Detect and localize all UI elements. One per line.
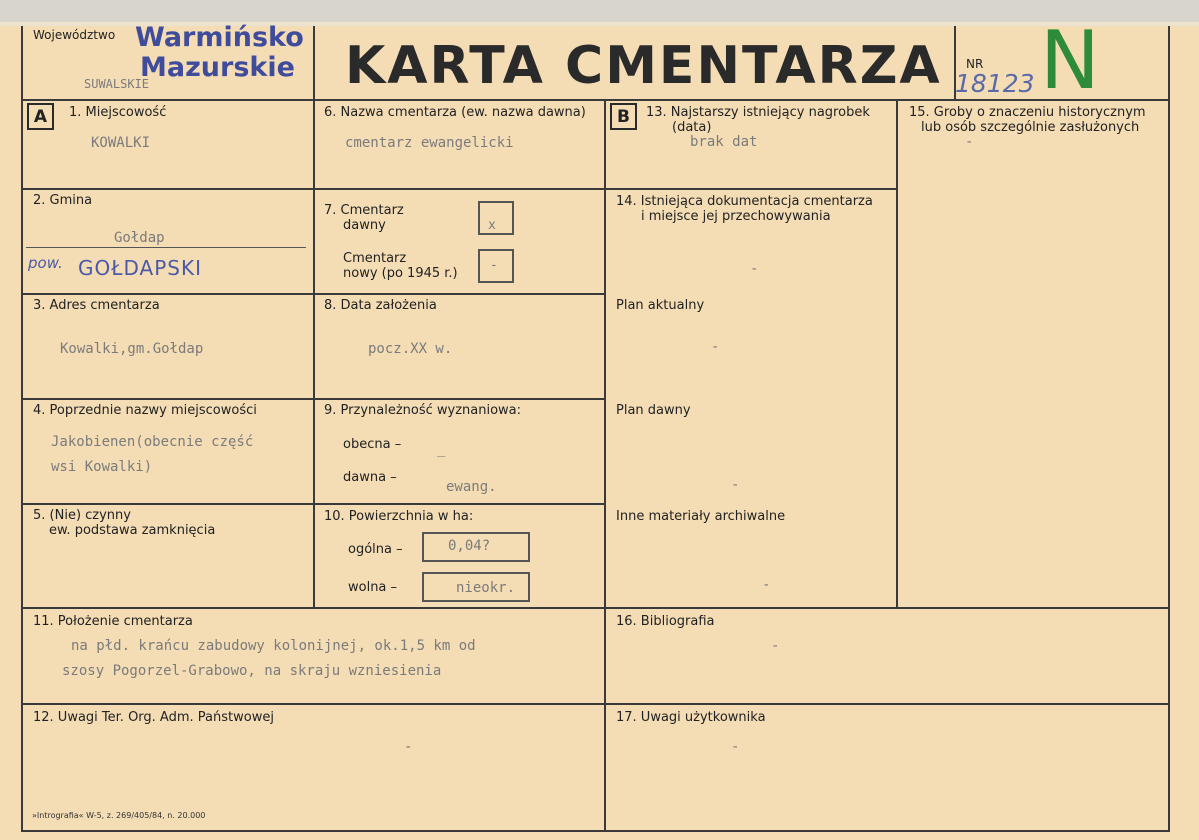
wolna-box: [422, 572, 530, 602]
field-3-label: 3. Adres cmentarza: [33, 298, 160, 313]
field-12-label: 12. Uwagi Ter. Org. Adm. Państwowej: [33, 710, 274, 725]
nr-label: NR: [966, 57, 984, 71]
nowy-mark: -: [490, 258, 498, 273]
powiat-value: GOŁDAPSKI: [78, 256, 202, 280]
typed-region: SUWALSKIE: [84, 77, 150, 91]
obecna-label: obecna –: [343, 437, 402, 452]
divider-b2: [313, 293, 605, 295]
dawny-label: dawny: [343, 218, 386, 233]
frame-bottom: [21, 830, 1170, 832]
field-14-label: 14. Istniejąca dokumentacja cmentarza: [616, 194, 873, 209]
ogolna-label: ogólna –: [348, 542, 403, 557]
field-14-sublabel: i miejsce jej przechowywania: [641, 209, 831, 224]
frame-left: [21, 26, 23, 832]
nr-handwritten: 18123: [955, 69, 1035, 98]
field-17-label: 17. Uwagi użytkownika: [616, 710, 766, 725]
dawny-checkbox: [478, 201, 514, 235]
field-9-label: 9. Przynależność wyznaniowa:: [324, 403, 522, 418]
divider-a4: [21, 503, 314, 505]
field-11-label: 11. Położenie cmentarza: [33, 614, 193, 629]
field-4-label: 4. Poprzednie nazwy miejscowości: [33, 403, 257, 418]
dawny-mark: x: [488, 218, 496, 233]
wolna-label: wolna –: [348, 580, 398, 595]
field-7-label: 7. Cmentarz: [324, 203, 404, 218]
divider-row12: [21, 703, 1170, 705]
nowy-checkbox: [478, 249, 514, 283]
field-8-value: pocz.XX w.: [368, 341, 453, 357]
nr-letter: N: [1040, 14, 1100, 107]
divider-b3: [313, 398, 605, 400]
frame-right: [1168, 26, 1170, 832]
plan-dawny-label: Plan dawny: [616, 403, 691, 418]
field-10-label: 10. Powierzchnia w ha:: [324, 509, 474, 524]
header-divider: [21, 99, 1170, 101]
field-3-value: Kowalki,gm.Gołdap: [60, 341, 204, 357]
col-divider-2: [604, 99, 606, 830]
print-footer: »Intrografia« W-5, z. 269/405/84, n. 20.000: [32, 811, 206, 820]
inne-materialy-label: Inne materiały archiwalne: [616, 509, 786, 524]
field-12-value: -: [404, 739, 413, 755]
field-4-value-line1: Jakobienen(obecnie część: [51, 434, 254, 450]
field-14-value: -: [750, 261, 759, 277]
field-13-value: brak dat: [690, 134, 758, 150]
section-b-box: B: [610, 103, 637, 130]
field-13-label: 13. Najstarszy istniejący nagrobek: [646, 105, 870, 120]
nowy-label-2: nowy (po 1945 r.): [343, 266, 458, 281]
field-1-value: KOWALKI: [91, 135, 151, 151]
powiat-prefix: pow.: [28, 254, 63, 272]
ogolna-value: 0,04?: [448, 538, 491, 554]
nowy-label-1: Cmentarz: [343, 251, 407, 266]
divider-row11: [21, 607, 1170, 609]
field-16-label: 16. Bibliografia: [616, 614, 715, 629]
field-2-label: 2. Gmina: [33, 193, 93, 208]
dawna-label: dawna –: [343, 470, 397, 485]
field-6-label: 6. Nazwa cmentarza (ew. nazwa dawna): [324, 105, 586, 120]
plan-dawny-value: -: [731, 477, 740, 493]
stamp-line1: Warmińsko: [135, 22, 304, 53]
section-a-box: A: [27, 103, 54, 130]
col-divider-3: [896, 99, 898, 608]
col-divider-1: [313, 26, 315, 608]
field-5-sublabel: ew. podstawa zamknięcia: [49, 523, 216, 538]
inne-materialy-value: -: [762, 577, 771, 593]
divider-b1: [313, 188, 605, 190]
divider-a2: [21, 293, 314, 295]
card-title: KARTA CMENTARZA: [345, 36, 942, 96]
divider-a1: [21, 188, 314, 190]
field-15-value: -: [965, 134, 974, 150]
field-6-value: cmentarz ewangelicki: [345, 135, 514, 151]
divider-a3: [21, 398, 314, 400]
divider-c1: [604, 188, 897, 190]
field-4-value-line2: wsi Kowalki): [51, 459, 153, 475]
field-16-value: -: [771, 638, 780, 654]
field-2-value: Gołdap: [114, 230, 165, 246]
wolna-value: nieokr.: [456, 580, 516, 596]
field-11-value-line2: szosy Pogorzel-Grabowo, na skraju wzniesienia: [62, 663, 442, 679]
field-11-value-line1: na płd. krańcu zabudowy kolonijnej, ok.1,5 km od: [71, 638, 476, 654]
field-17-value: -: [731, 739, 740, 755]
dawna-value: ewang.: [446, 479, 497, 495]
plan-aktualny-value: -: [711, 339, 720, 355]
ogolna-box: [422, 532, 530, 562]
field-8-label: 8. Data założenia: [324, 298, 437, 313]
wojewodztwo-label: Województwo: [33, 28, 116, 42]
field-1-label: 1. Miejscowość: [69, 105, 167, 120]
plan-aktualny-label: Plan aktualny: [616, 298, 705, 313]
obecna-value: _: [437, 441, 446, 457]
field-15-label: 15. Groby o znaczeniu historycznym: [909, 105, 1146, 120]
field-13-sublabel: (data): [672, 120, 712, 135]
divider-b4: [313, 503, 605, 505]
stamp-line2: Mazurskie: [140, 52, 295, 83]
field-5-label: 5. (Nie) czynny: [33, 508, 131, 523]
field-15-sublabel: lub osób szczególnie zasłużonych: [921, 120, 1140, 135]
top-tape: [0, 0, 1199, 22]
gmina-underline: [26, 247, 306, 248]
